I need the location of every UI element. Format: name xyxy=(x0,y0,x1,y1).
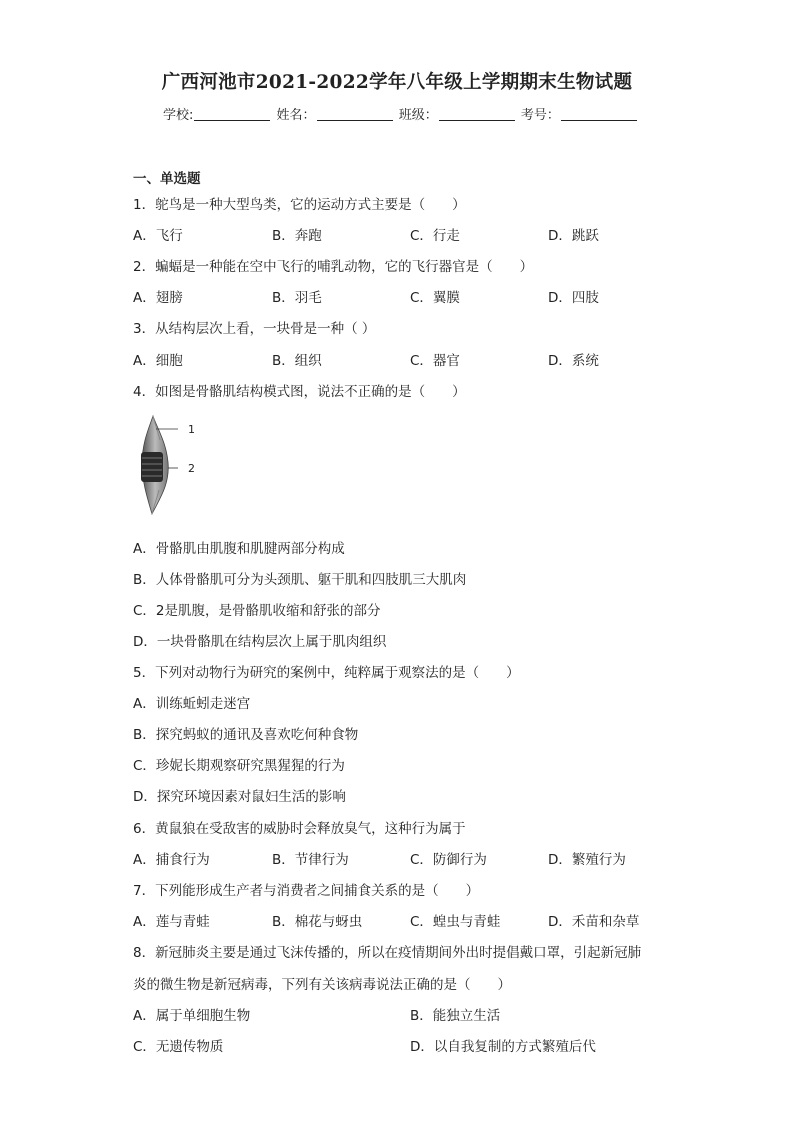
option-a[interactable]: A．骨骼肌由肌腹和肌腱两部分构成 xyxy=(133,541,345,557)
class-blank[interactable] xyxy=(439,108,515,121)
option-c[interactable]: C．蝗虫与青蛙 xyxy=(410,914,501,930)
option-c[interactable]: C．无遗传物质 xyxy=(133,1039,224,1055)
option-b[interactable]: B．羽毛 xyxy=(272,290,322,306)
question-2-stem: 2．蝙蝠是一种能在空中飞行的哺乳动物，它的飞行器官是（ ） xyxy=(133,259,534,275)
option-d[interactable]: D．禾苗和杂草 xyxy=(548,914,640,930)
option-a[interactable]: A．训练蚯蚓走迷宫 xyxy=(133,696,251,712)
question-8-stem-continued: 炎的微生物是新冠病毒，下列有关该病毒说法正确的是（ ） xyxy=(133,977,511,993)
section-heading: 一、单选题 xyxy=(133,171,201,187)
option-b[interactable]: B．能独立生活 xyxy=(410,1008,501,1024)
school-label: 学校: xyxy=(163,108,194,123)
question-4-stem: 4．如图是骨骼肌结构模式图，说法不正确的是（ ） xyxy=(133,384,466,400)
exam-title: 广西河池市2021-2022学年八年级上学期期末生物试题 xyxy=(161,72,633,93)
option-c[interactable]: C．翼膜 xyxy=(410,290,460,306)
option-b[interactable]: B．探究蚂蚁的通讯及喜欢吃何种食物 xyxy=(133,727,359,743)
option-c[interactable]: C．行走 xyxy=(410,228,460,244)
option-b[interactable]: B．棉花与蚜虫 xyxy=(272,914,363,930)
skeletal-muscle-diagram xyxy=(130,410,220,520)
label-2: 2 xyxy=(188,462,195,475)
name-blank[interactable] xyxy=(317,108,393,121)
option-a[interactable]: A．属于单细胞生物 xyxy=(133,1008,251,1024)
option-b[interactable]: B．奔跑 xyxy=(272,228,322,244)
option-b[interactable]: B．组织 xyxy=(272,353,322,369)
option-d[interactable]: D．系统 xyxy=(548,353,599,369)
student-info-line xyxy=(163,104,639,123)
question-7-stem: 7．下列能形成生产者与消费者之间捕食关系的是（ ） xyxy=(133,883,480,899)
option-c[interactable]: C．器官 xyxy=(410,353,460,369)
option-d[interactable]: D．探究环境因素对鼠妇生活的影响 xyxy=(133,789,346,805)
option-a[interactable]: A．飞行 xyxy=(133,228,183,244)
school-blank[interactable] xyxy=(194,108,270,121)
question-1-stem: 1．鸵鸟是一种大型鸟类，它的运动方式主要是（ ） xyxy=(133,197,466,213)
label-1: 1 xyxy=(188,423,195,436)
question-8-stem: 8．新冠肺炎主要是通过飞沫传播的，所以在疫情期间外出时提倡戴口罩，引起新冠肺 xyxy=(133,945,642,961)
option-a[interactable]: A．翅膀 xyxy=(133,290,183,306)
id-blank[interactable] xyxy=(561,108,637,121)
id-label: 考号： xyxy=(520,108,560,123)
option-d[interactable]: D．以自我复制的方式繁殖后代 xyxy=(410,1039,596,1055)
class-label: 班级： xyxy=(398,108,438,123)
option-a[interactable]: A．细胞 xyxy=(133,353,183,369)
option-d[interactable]: D．四肢 xyxy=(548,290,599,306)
option-a[interactable]: A．捕食行为 xyxy=(133,852,210,868)
option-b[interactable]: B．节律行为 xyxy=(272,852,349,868)
question-6-stem: 6．黄鼠狼在受敌害的威胁时会释放臭气，这种行为属于 xyxy=(133,821,466,837)
option-a[interactable]: A．莲与青蛙 xyxy=(133,914,210,930)
option-c[interactable]: C．防御行为 xyxy=(410,852,487,868)
question-3-stem: 3．从结构层次上看，一块骨是一种（ ） xyxy=(133,321,376,337)
name-label: 姓名： xyxy=(276,108,316,123)
option-d[interactable]: D．跳跃 xyxy=(548,228,599,244)
muscle-cross-section xyxy=(141,452,163,482)
question-5-stem: 5．下列对动物行为研究的案例中，纯粹属于观察法的是（ ） xyxy=(133,665,520,681)
option-c[interactable]: C．2是肌腹，是骨骼肌收缩和舒张的部分 xyxy=(133,603,381,619)
option-c[interactable]: C．珍妮长期观察研究黑猩猩的行为 xyxy=(133,758,345,774)
option-b[interactable]: B．人体骨骼肌可分为头颈肌、躯干肌和四肢肌三大肌肉 xyxy=(133,572,467,588)
option-d[interactable]: D．一块骨骼肌在结构层次上属于肌肉组织 xyxy=(133,634,387,650)
option-d[interactable]: D．繁殖行为 xyxy=(548,852,626,868)
